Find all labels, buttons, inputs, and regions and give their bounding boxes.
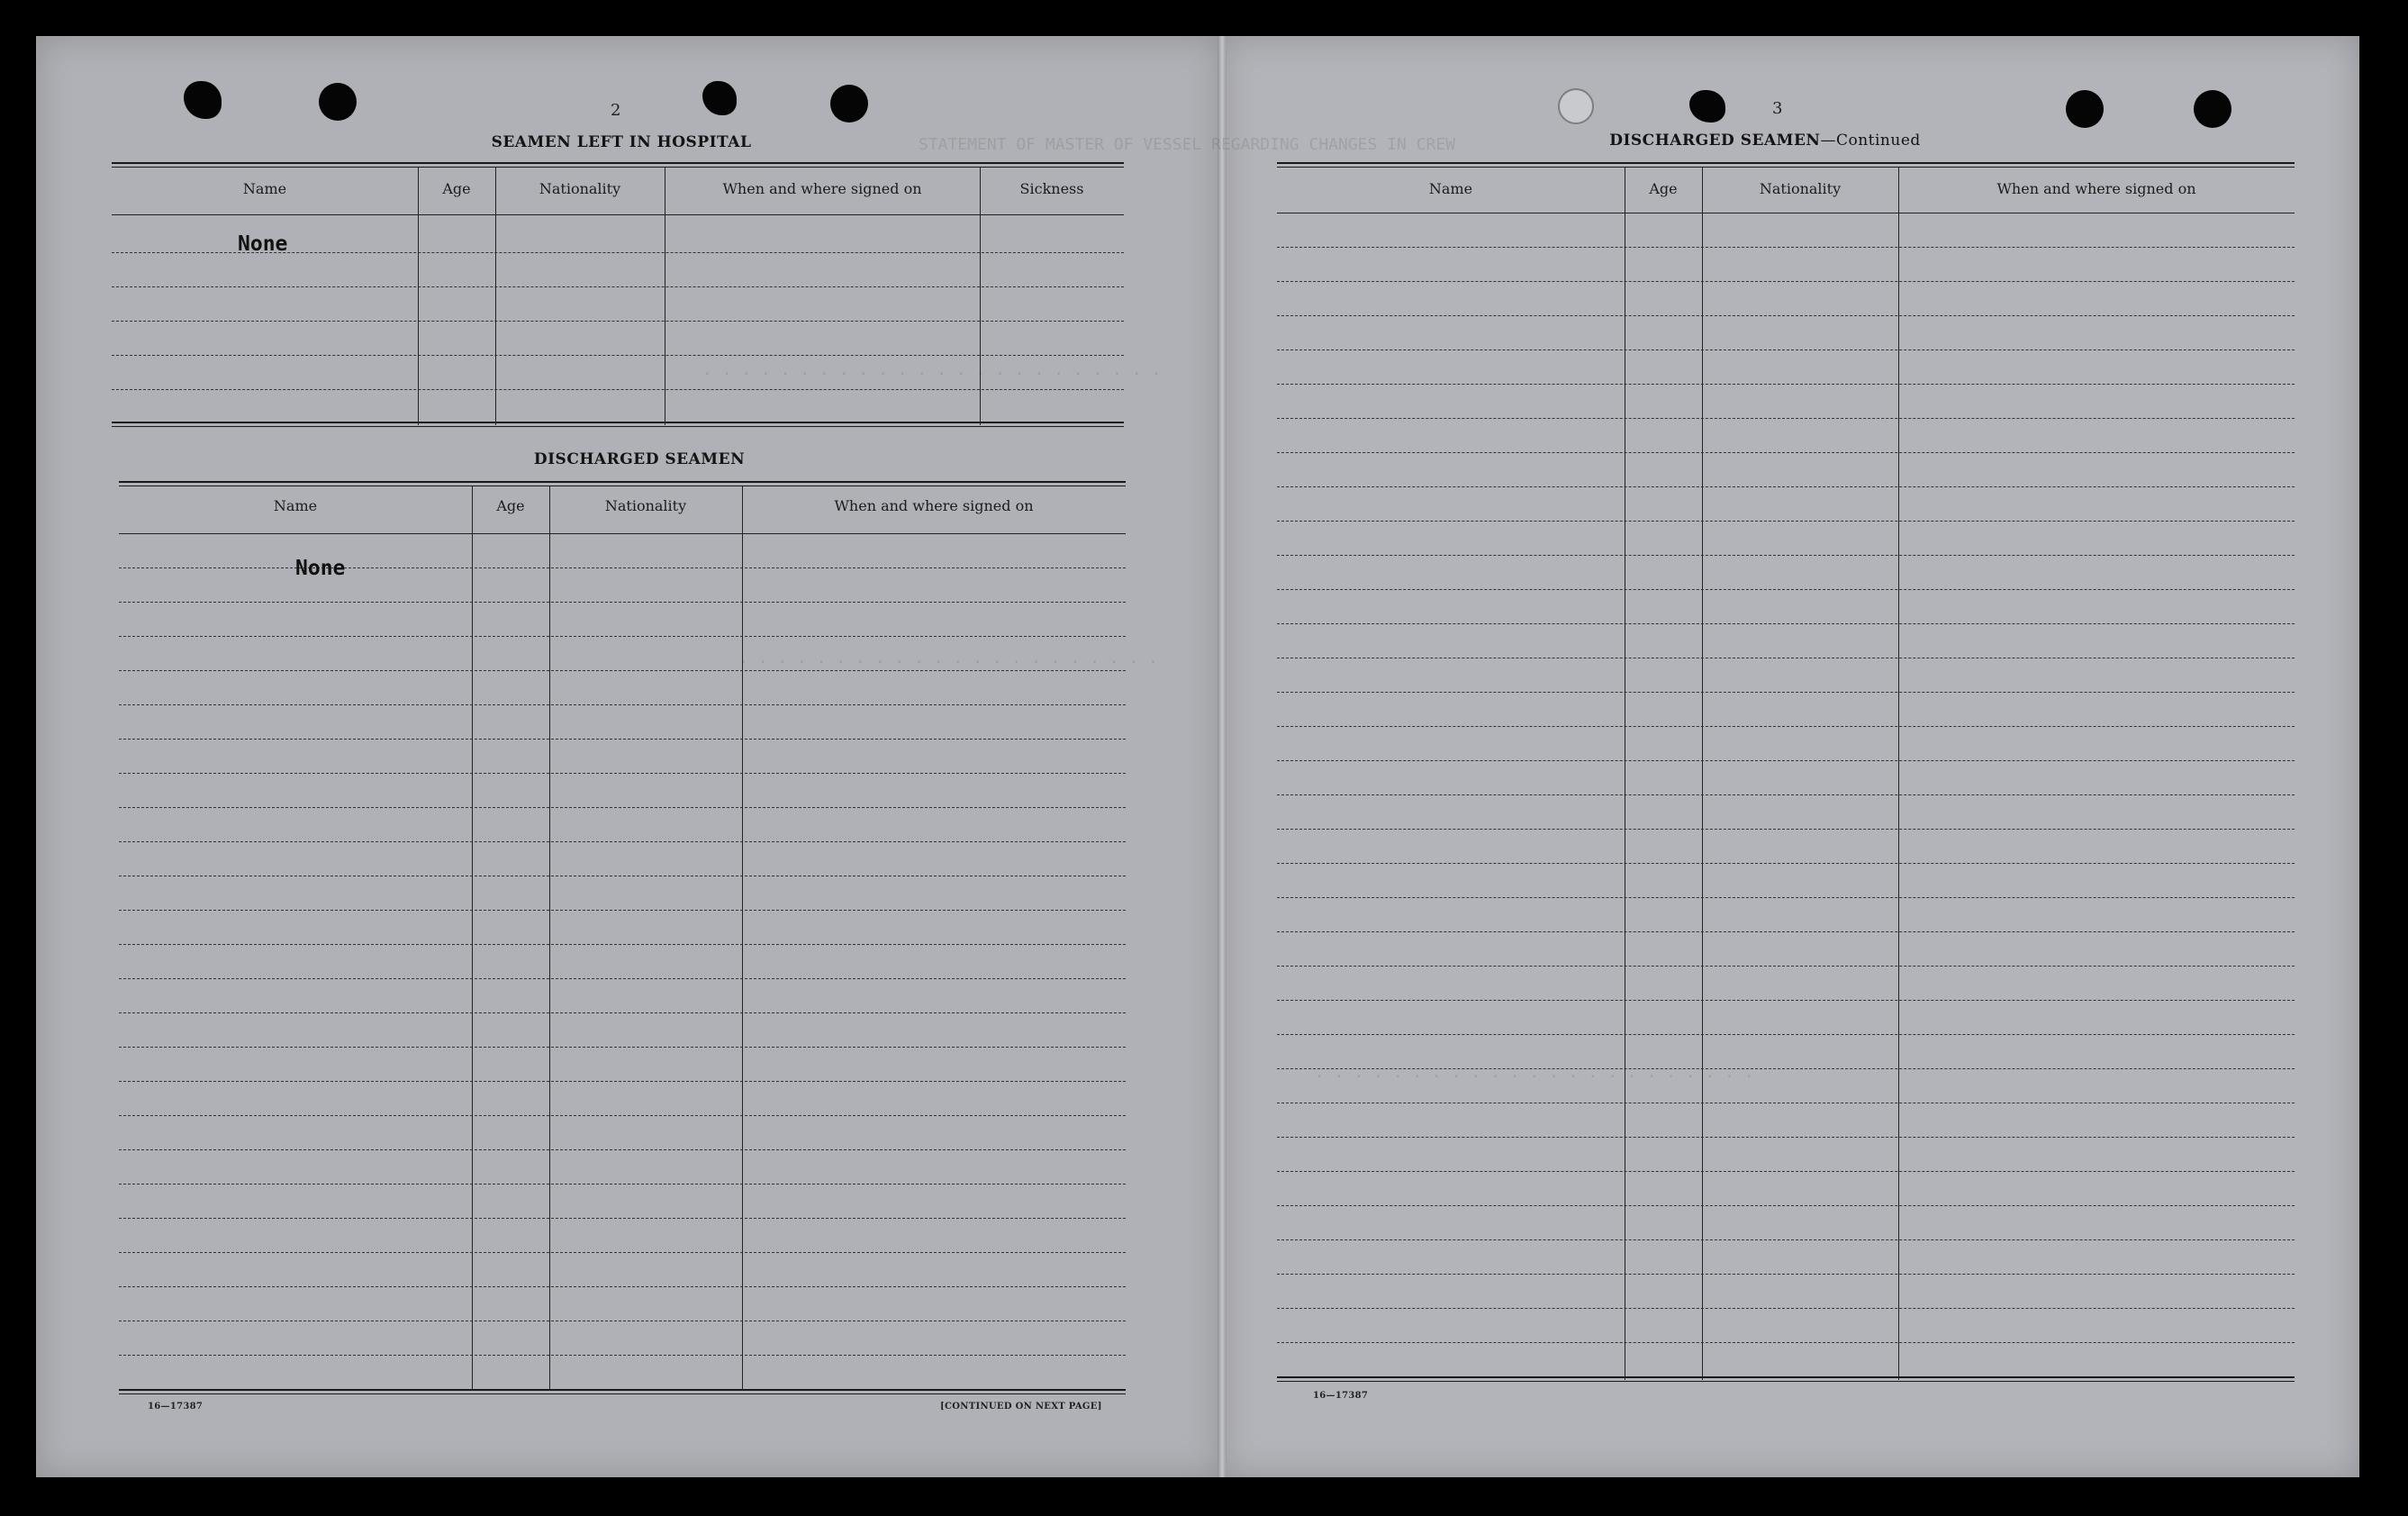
row-rule bbox=[1277, 1205, 2295, 1206]
hospital-section-title: SEAMEN LEFT IN HOSPITAL bbox=[491, 133, 752, 151]
row-rule bbox=[1277, 452, 2295, 453]
discharged-table bbox=[119, 481, 1126, 1396]
row-rule bbox=[1277, 692, 2295, 693]
page-fold bbox=[1218, 36, 1227, 1477]
column-divider bbox=[742, 486, 743, 1391]
column-header-signed-on: When and where signed on bbox=[1996, 180, 2196, 197]
page-number: 2 bbox=[611, 101, 621, 120]
row-rule bbox=[112, 355, 1124, 356]
row-rule bbox=[1277, 1239, 2295, 1240]
row-rule bbox=[119, 1184, 1126, 1185]
column-divider bbox=[1702, 168, 1703, 1380]
row-rule bbox=[1277, 349, 2295, 350]
row-rule bbox=[119, 1355, 1126, 1356]
row-rule bbox=[1277, 863, 2295, 864]
row-rule bbox=[1277, 897, 2295, 898]
row-rule bbox=[1277, 1000, 2295, 1001]
column-header-nationality: Nationality bbox=[539, 180, 621, 197]
row-rule bbox=[119, 944, 1126, 945]
column-divider bbox=[1898, 168, 1899, 1380]
row-rule bbox=[1277, 521, 2295, 522]
row-rule bbox=[119, 670, 1126, 671]
table-bottom-rule bbox=[112, 422, 1124, 423]
row-rule bbox=[119, 1047, 1126, 1048]
bleed-through-text: . . . . . . . . . . . . . . . . . . . . . . . bbox=[1315, 1063, 1754, 1082]
row-rule bbox=[1277, 1342, 2295, 1343]
bleed-through-text: STATEMENT OF MASTER OF VESSEL REGARDING CHANGES IN CREW bbox=[919, 135, 1456, 154]
row-rule bbox=[1277, 281, 2295, 282]
row-rule bbox=[1277, 623, 2295, 624]
row-rule bbox=[1277, 1068, 2295, 1069]
row-rule bbox=[1277, 931, 2295, 932]
column-header-nationality: Nationality bbox=[604, 497, 687, 514]
table-top-rule bbox=[119, 481, 1126, 483]
row-rule bbox=[119, 636, 1126, 637]
row-rule bbox=[1277, 1137, 2295, 1138]
column-header-signed-on: When and where signed on bbox=[834, 497, 1034, 514]
page-number: 3 bbox=[1772, 99, 1783, 118]
table-bottom-rule bbox=[119, 1389, 1126, 1391]
row-rule bbox=[1277, 760, 2295, 761]
row-rule bbox=[1277, 247, 2295, 248]
hospital-entry-name: None bbox=[238, 232, 288, 256]
row-rule bbox=[119, 807, 1126, 808]
column-header-name: Name bbox=[273, 497, 318, 514]
title-continued: —Continued bbox=[1820, 132, 1921, 150]
row-rule bbox=[1277, 384, 2295, 385]
row-rule bbox=[1277, 1274, 2295, 1275]
column-header-nationality: Nationality bbox=[1759, 180, 1842, 197]
row-rule bbox=[119, 567, 1126, 568]
table-top-rule bbox=[1277, 162, 2295, 164]
column-divider bbox=[549, 486, 550, 1391]
column-header-sickness: Sickness bbox=[1019, 180, 1084, 197]
row-rule bbox=[1277, 829, 2295, 830]
column-divider bbox=[472, 486, 473, 1391]
row-rule bbox=[1277, 1034, 2295, 1035]
column-header-name: Name bbox=[1428, 180, 1473, 197]
discharged-continued-title bbox=[1531, 132, 1999, 150]
row-rule bbox=[119, 602, 1126, 603]
row-rule bbox=[119, 910, 1126, 911]
header-rule bbox=[119, 533, 1126, 534]
row-rule bbox=[112, 286, 1124, 287]
row-rule bbox=[1277, 418, 2295, 419]
row-rule bbox=[119, 1286, 1126, 1287]
punch-hole bbox=[319, 83, 357, 121]
row-rule bbox=[1277, 794, 2295, 795]
row-rule bbox=[119, 773, 1126, 774]
column-divider bbox=[495, 168, 496, 425]
row-rule bbox=[1277, 1308, 2295, 1309]
bleed-through-text: . . . . . . . . . . . . . . . . . . . . . . bbox=[738, 649, 1158, 667]
row-rule bbox=[1277, 1171, 2295, 1172]
row-rule bbox=[119, 739, 1126, 740]
row-rule bbox=[1277, 486, 2295, 487]
column-header-name: Name bbox=[242, 180, 287, 197]
row-rule bbox=[119, 1218, 1126, 1219]
hospital-table bbox=[112, 162, 1124, 429]
row-rule bbox=[119, 1149, 1126, 1150]
row-rule bbox=[112, 321, 1124, 322]
discharged-section-title: DISCHARGED SEAMEN bbox=[533, 450, 746, 468]
row-rule bbox=[1277, 726, 2295, 727]
column-header-age: Age bbox=[1649, 180, 1678, 197]
row-rule bbox=[112, 389, 1124, 390]
row-rule bbox=[119, 978, 1126, 979]
title-main: DISCHARGED SEAMEN bbox=[1609, 132, 1821, 150]
punch-hole bbox=[2066, 90, 2104, 128]
column-header-age: Age bbox=[496, 497, 525, 514]
form-number: 16—17387 bbox=[148, 1402, 204, 1412]
column-divider bbox=[418, 168, 419, 425]
row-rule bbox=[119, 1115, 1126, 1116]
row-rule bbox=[1277, 555, 2295, 556]
punch-hole bbox=[2194, 90, 2231, 128]
row-rule bbox=[119, 841, 1126, 842]
bleed-through-text: . . . . . . . . . . . . . . . . . . . . . . . . bbox=[702, 360, 1162, 379]
column-header-signed-on: When and where signed on bbox=[722, 180, 922, 197]
discharged-entry-name: None bbox=[295, 557, 346, 580]
table-bottom-rule bbox=[1277, 1376, 2295, 1378]
row-rule bbox=[1277, 966, 2295, 967]
table-top-rule bbox=[112, 162, 1124, 164]
discharged-continued-table bbox=[1277, 162, 2295, 1384]
continued-note: [CONTINUED ON NEXT PAGE] bbox=[940, 1402, 1102, 1412]
row-rule bbox=[1277, 315, 2295, 316]
column-header-age: Age bbox=[442, 180, 471, 197]
row-rule bbox=[119, 1252, 1126, 1253]
row-rule bbox=[1277, 589, 2295, 590]
row-rule bbox=[119, 704, 1126, 705]
row-rule bbox=[119, 1081, 1126, 1082]
header-rule bbox=[112, 214, 1124, 215]
column-divider bbox=[980, 168, 981, 425]
row-rule bbox=[119, 1012, 1126, 1013]
punch-hole bbox=[1558, 88, 1594, 124]
form-number: 16—17387 bbox=[1313, 1391, 1369, 1401]
punch-hole bbox=[830, 85, 868, 123]
